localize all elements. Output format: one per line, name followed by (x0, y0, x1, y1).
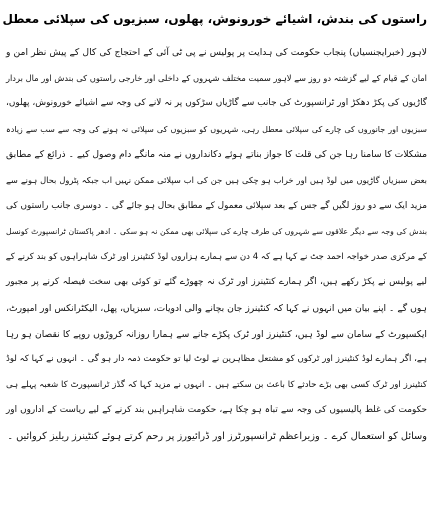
body-line: حکومت کی غلط پالیسیوں کی وجہ سے تباہ ہو چکا ہے، حکومت شاہراہیں بند کرنے کے لیے ریاست کے اداروں اور (6, 405, 427, 416)
body-line: بندش کی وجہ سے دیگر علاقوں سے شہروں کی طرف چارے کی سپلائی بھی ممکن نہ ہو سکی ۔ ادھر پاکستان ٹرانسپورٹ کونسل (6, 227, 427, 237)
headline: راستوں کی بندش، اشیائے خورونوش، پھلوں، سبزیوں کی سپلائی معطل (2, 12, 427, 26)
body-line: کنٹینرز اور ٹرک کسی بھی بڑے حادثے کا باعث بن سکتے ہیں ۔ انہوں نے مزید کہا کہ گڈز ٹرانسپورٹ کا شعبہ پہلے ہی (6, 379, 427, 390)
body-line: مشکلات کا سامنا رہا جن کی قلت کا جواز بناتے ہوئے دکانداروں نے منہ مانگے دام وصول کیے ۔ ذرائع کے مطابق (6, 149, 427, 161)
body-line: امان کے قیام کے لیے گزشتہ دو روز سے لاہور سمیت مختلف شہروں کے داخلی اور خارجی راستوں کی بندش اور مال بردار (6, 72, 427, 83)
body-line: وسائل کو استعمال کرے ۔ وزیراعظم ٹرانسپورٹرز اور ڈرائیورز پر رحم کرتے ہوئے کنٹینرز ریلیز کروائیں ۔ (7, 430, 427, 442)
body-line: سبزیوں اور جانوروں کی چارے کی سپلائی معطل رہی، شہریوں کو سبزیوں کی سپلائی نہ ہونے کی وجہ سے سب سے زیادہ (6, 124, 427, 134)
body-line: ہوں گے ۔ اپنے بیان میں انہوں نے کہا کہ کنٹینرز جان بچانے والی ادویات، سبزیاں، پھل، الیکٹرانکس اور امپورٹ، (6, 302, 427, 314)
body-line: گاڑیوں کی پکڑ دھکڑ اور ٹرانسپورٹ کی جانب سے گاڑیاں سڑکوں پر نہ لانے کی وجہ سے اشیائے خورونوش، پھلوں، (6, 98, 427, 109)
body-line: لاہور (خبرایجنسیاں) پنجاب حکومت کی ہدایت پر پولیس نے پی ٹی آئی کے احتجاج کی کال کے پیش نظر امن و (6, 47, 427, 58)
body-line: کے مرکزی صدر خواجہ احمد جٹ نے کہا ہے کہ 4 دن سے ہمارے ہزاروں لوڈ کنٹینرز اور ٹرک شاہراہوں کو بند کرنے کے (5, 251, 427, 262)
body-line: ہے، اگر ہمارے لوڈ کنٹینرز اور ٹرکوں کو مشتعل مظاہرین نے لوٹ لیا تو حکومت ذمہ دار ہو گی ۔ انہوں نے کہا کہ لوڈ (6, 354, 427, 365)
body-line: ایکسپورٹ کے سامان سے لوڈ ہیں، کنٹینرز اور ٹرک پکڑے جانے سے ہمارا روزانہ کروڑوں روپے کا نقصان ہو رہا (6, 328, 427, 340)
article-body (6, 40, 427, 450)
body-line: لیے پولیس نے پکڑ رکھے ہیں، اگر ہمارے کنٹینرز اور ٹرک نہ چھوڑے گئے تو کوئی بھی سخت فیصلہ کرنے پر مجبور (6, 277, 427, 288)
body-line: مزید ایک سے دو روز لگیں گے جس کے بعد سپلائی معمول کے مطابق بحال ہو جائے گی ۔ دوسری جانب راستوں کی (6, 200, 427, 211)
body-line: بعض سبزیاں گاڑیوں میں لوڈ ہیں اور خراب ہو چکی ہیں جن کی اب سپلائی ممکن نہیں اب جبکہ پٹرول بحال ہونے سے (6, 174, 427, 185)
